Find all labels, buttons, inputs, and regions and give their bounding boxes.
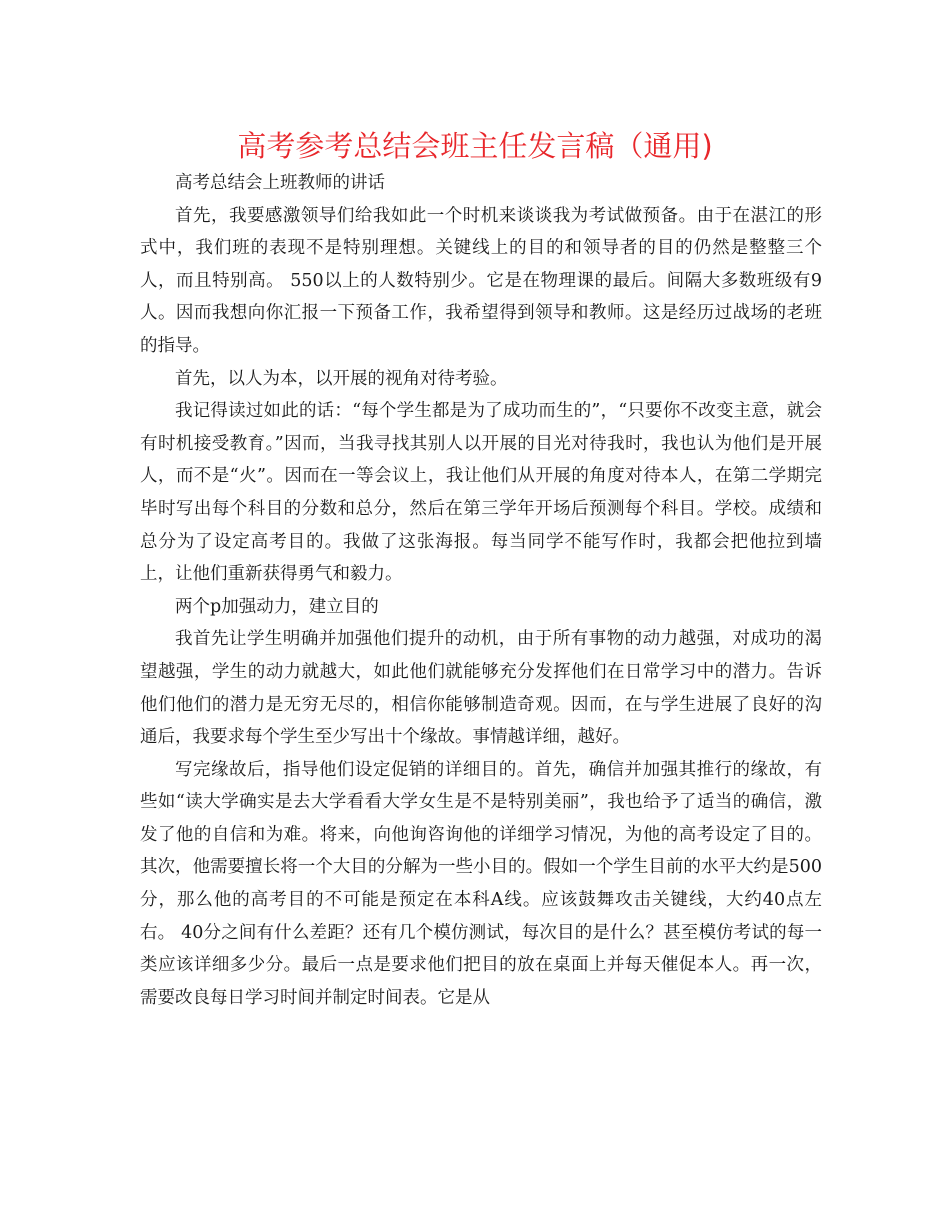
paragraph: 写完缘故后，指导他们设定促销的详细目的。首先，确信并加强其推行的缘故，有些如“读大学确实是去大学看看大学女生是不是特别美丽”，我也给予了适当的确信，激发了他的自信和为难。将来，向他询咨询他的详细学习情况，为他的高考设定了目的。其次，他需要擅长将一个大目的分解为一些小目的。假如一个学生目前的水平大约是500分，那么他的高考目的不可能是预定在本科A线。应该鼓舞攻击关键线，大约40点左右。 40分之间有什么差距？还有几个模仿测试，每次目的是什么？甚至模仿考试的每一类应该详细多少分。最后一点是要求他们把目的放在桌面上并每天催促本人。再一次，需要改良每日学习时间并制定时间表。它是从 <box>140 759 822 1008</box>
document-body <box>140 167 822 1014</box>
paragraph-subtitle: 高考总结会上班教师的讲话 <box>175 173 385 193</box>
paragraph: 我首先让学生明确并加强他们提升的动机，由于所有事物的动力越强，对成功的渴望越强，学生的动力就越大，如此他们就能够充分发挥他们在日常学习中的潜力。告诉他们他们的潜力是无穷无尽的，相信你能够制造奇观。因而，在与学生进展了良好的沟通后，我要求每个学生至少写出十个缘故。事情越详细，越好。 <box>140 629 822 748</box>
document-title: 高考参考总结会班主任发言稿（通用) <box>237 129 713 163</box>
paragraph: 首先，我要感激领导们给我如此一个时机来谈谈我为考试做预备。由于在湛江的形式中，我们班的表现不是特别理想。关键线上的目的和领导者的目的仍然是整整三个人，而且特别高。 550以上的人数特别少。它是在物理课的最后。间隔大多数班级有9人。因而我想向你汇报一下预备工作，我希望得到领导和教师。这是经历过战场的老班的指导。 <box>140 205 822 356</box>
section-heading: 首先，以人为本，以开展的视角对待考验。 <box>175 368 508 389</box>
section-heading: 两个p加强动力，建立目的 <box>175 596 379 617</box>
paragraph: 我记得读过如此的话：“每个学生都是为了成功而生的”，“只要你不改变主意，就会有时机接受教育。”因而，当我寻找其别人以开展的目光对待我时，我也认为他们是开展人，而不是“火”。因而在一等会议上，我让他们从开展的角度对待本人，在第二学期完毕时写出每个科目的分数和总分，然后在第三学年开场后预测每个科目。学校。成绩和总分为了设定高考目的。我做了这张海报。每当同学不能写作时，我都会把他拉到墙上，让他们重新获得勇气和毅力。 <box>140 401 822 585</box>
